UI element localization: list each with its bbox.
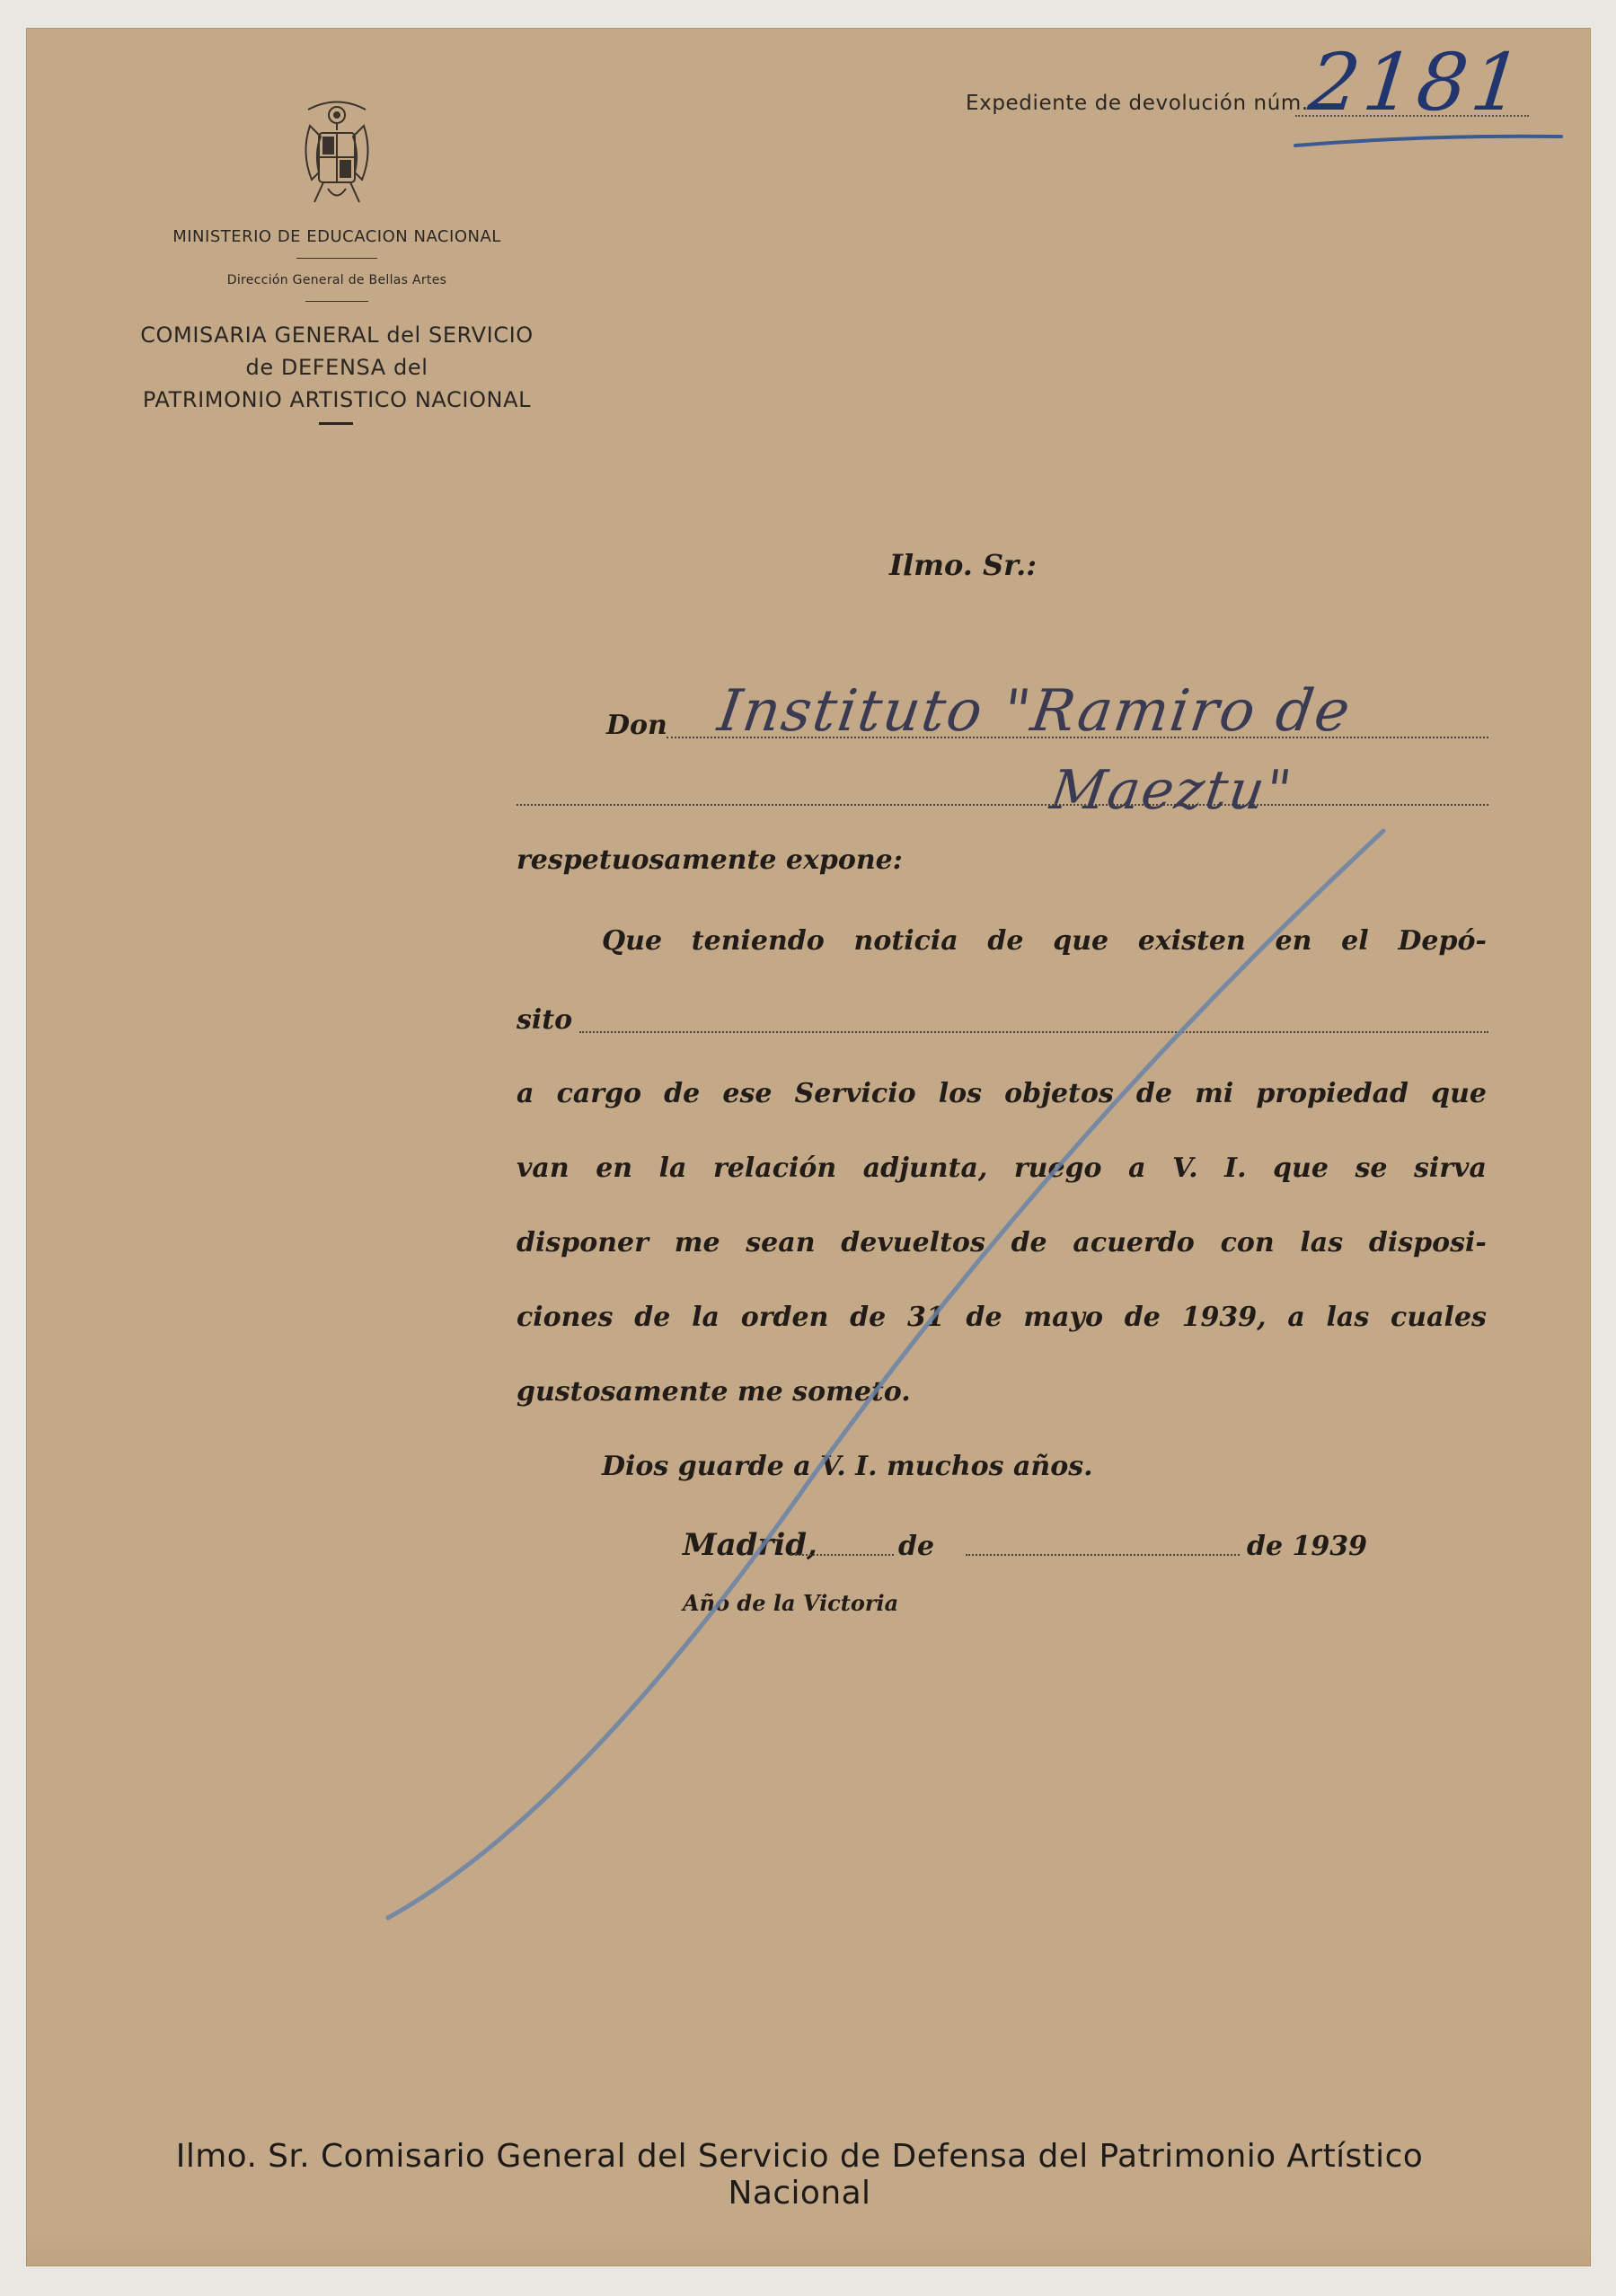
word: disposi-	[1368, 1227, 1487, 1258]
word: propiedad	[1256, 1078, 1409, 1109]
word: a	[1287, 1302, 1305, 1333]
comisaria-line-2: de DEFENSA del	[245, 355, 428, 380]
word: los	[938, 1078, 983, 1109]
word: Depó-	[1398, 925, 1487, 957]
expediente-underline-stroke	[1294, 133, 1563, 149]
ministry-title: MINISTERIO DE EDUCACION NACIONAL	[172, 227, 501, 246]
expone-line: respetuosamente expone:	[517, 844, 903, 876]
word: ciones	[517, 1302, 614, 1333]
word: de	[1011, 1227, 1047, 1258]
comisaria-line-3: PATRIMONIO ARTISTICO NACIONAL	[142, 387, 532, 412]
word: Servicio	[794, 1078, 916, 1109]
word: orden	[740, 1302, 829, 1333]
word: noticia	[853, 925, 958, 957]
word: las	[1300, 1227, 1344, 1258]
word: relación	[712, 1152, 837, 1184]
word: se	[1355, 1152, 1388, 1184]
word: ruego	[1013, 1152, 1102, 1184]
direccion-general-title: Dirección General de Bellas Artes	[226, 273, 447, 287]
page-edge	[27, 2230, 1590, 2265]
body-line-3	[517, 1078, 1487, 1109]
comisaria-title	[90, 319, 584, 416]
date-day-dotted-line	[790, 1554, 894, 1556]
date-de: de	[898, 1531, 935, 1562]
word: 31	[907, 1302, 945, 1333]
salutation: Ilmo. Sr.:	[889, 548, 1038, 582]
word: teniendo	[691, 925, 825, 957]
word: en	[1275, 925, 1312, 957]
word: van	[517, 1152, 570, 1184]
closing-line: Dios guarde a V. I. muchos años.	[602, 1451, 1093, 1482]
word: acuerdo	[1073, 1227, 1195, 1258]
word: que	[1431, 1078, 1487, 1109]
word: la	[692, 1302, 720, 1333]
body-line-4	[517, 1152, 1487, 1184]
word: de	[987, 925, 1024, 957]
word: con	[1220, 1227, 1275, 1258]
header-divider	[296, 258, 377, 259]
comisaria-line-1: COMISARIA GENERAL del SERVICIO	[140, 322, 534, 348]
header-divider	[319, 422, 353, 425]
word: devueltos	[841, 1227, 985, 1258]
body-line-2: sito	[517, 1004, 573, 1036]
word: adjunta,	[862, 1152, 988, 1184]
word: V.	[1172, 1152, 1198, 1184]
date-year: de 1939	[1247, 1531, 1368, 1562]
word: a	[1128, 1152, 1146, 1184]
word: de	[1135, 1078, 1172, 1109]
word: las	[1326, 1302, 1370, 1333]
date-month-dotted-line	[966, 1554, 1240, 1556]
body-line-1	[602, 925, 1487, 957]
word: que	[1053, 925, 1109, 957]
word: en	[596, 1152, 633, 1184]
word: ese	[722, 1078, 773, 1109]
date-place: Madrid,	[683, 1527, 817, 1563]
word: cargo	[556, 1078, 642, 1109]
expediente-label: Expediente de devolución núm.	[966, 92, 1309, 115]
expediente-number: 2181	[1304, 36, 1531, 128]
word: de	[634, 1302, 671, 1333]
word: de	[850, 1302, 887, 1333]
header-divider	[305, 301, 368, 302]
word: de	[664, 1078, 701, 1109]
word: me	[674, 1227, 720, 1258]
word: mi	[1195, 1078, 1234, 1109]
word: existen	[1137, 925, 1246, 957]
word: sean	[746, 1227, 816, 1258]
handwritten-name-line-1: Instituto "Ramiro de	[713, 678, 1355, 745]
name-dotted-line	[517, 804, 1488, 806]
body-line-5	[517, 1227, 1487, 1258]
body-line-6	[517, 1302, 1487, 1333]
addressee-footer: Ilmo. Sr. Comisario General del Servicio de Defensa del Patrimonio Artístico Nacional	[175, 2138, 1424, 2212]
word: la	[658, 1152, 687, 1184]
word: de	[1124, 1302, 1161, 1333]
word: sirva	[1413, 1152, 1487, 1184]
word: Que	[602, 925, 663, 957]
word: a	[517, 1078, 534, 1109]
coat-of-arms-icon	[292, 90, 382, 225]
word: disponer	[517, 1227, 649, 1258]
word: objetos	[1004, 1078, 1114, 1109]
word: I.	[1224, 1152, 1247, 1184]
word: el	[1341, 925, 1369, 957]
deposito-dotted-line	[579, 1031, 1488, 1033]
word: 1939,	[1181, 1302, 1267, 1333]
word: que	[1273, 1152, 1329, 1184]
ano-de-la-victoria: Año de la Victoria	[683, 1590, 899, 1616]
handwritten-name-line-2: Maeztu"	[1046, 759, 1297, 822]
word: cuales	[1391, 1302, 1487, 1333]
word: de	[966, 1302, 1002, 1333]
word: mayo	[1023, 1302, 1103, 1333]
don-label: Don	[606, 710, 667, 741]
body-line-7: gustosamente me someto.	[517, 1376, 911, 1408]
